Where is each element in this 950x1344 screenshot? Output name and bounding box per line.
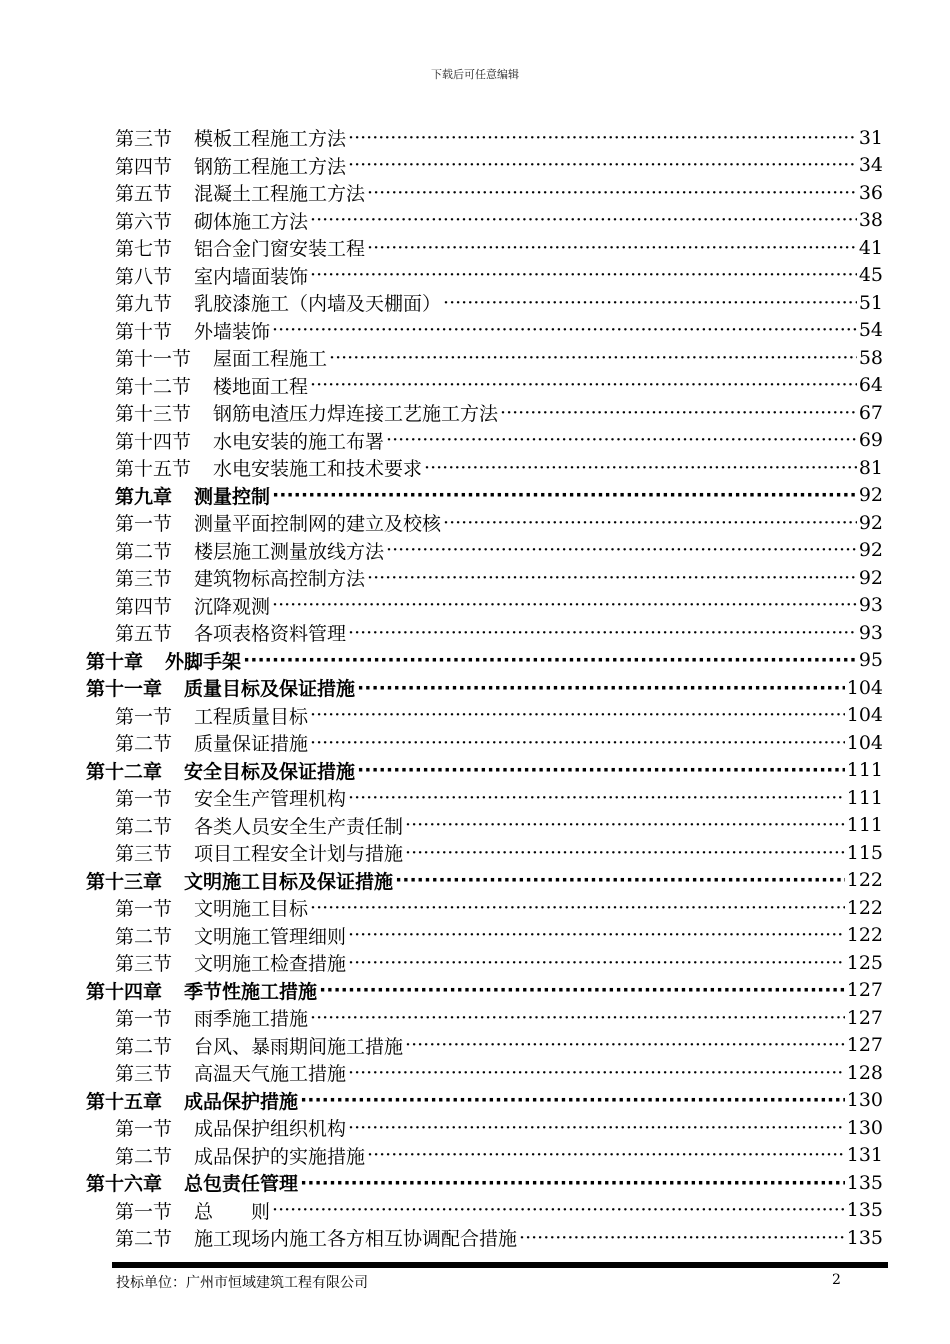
toc-section-entry[interactable] <box>115 1224 883 1251</box>
toc-chapter-entry[interactable] <box>86 674 883 701</box>
toc-entry-page: 93 <box>858 594 883 616</box>
toc-chapter-entry[interactable] <box>86 647 883 674</box>
toc-section-entry[interactable] <box>115 812 883 839</box>
toc-leader-dots <box>300 1089 845 1111</box>
toc-entry-page: 135 <box>846 1226 883 1249</box>
toc-leader-dots <box>367 1144 845 1166</box>
toc-entry-page: 122 <box>846 924 883 946</box>
toc-leader-dots <box>367 567 857 589</box>
toc-leader-dots <box>367 237 857 259</box>
toc-entry-number: 第八节 <box>115 265 173 288</box>
toc-leader-dots <box>329 347 857 369</box>
toc-entry-title: 水电安装的施工布署 <box>213 430 385 453</box>
toc-entry-title: 沉降观测 <box>194 595 271 618</box>
toc-entry-title: 项目工程安全计划与措施 <box>194 843 404 865</box>
toc-section-entry[interactable] <box>115 1032 883 1059</box>
toc-entry-title: 成品保护的实施措施 <box>194 1145 366 1168</box>
toc-section-entry[interactable] <box>115 1004 883 1031</box>
toc-entry-page: 38 <box>858 209 883 231</box>
toc-entry-number: 第六节 <box>115 210 173 233</box>
toc-entry-page: 122 <box>846 896 883 919</box>
toc-entry-title: 总包责任管理 <box>184 1173 299 1195</box>
toc-entry-title: 楼层施工测量放线方法 <box>194 540 385 563</box>
toc-entry-page: 111 <box>846 759 883 781</box>
toc-section-entry[interactable] <box>115 509 883 536</box>
toc-entry-title: 总 则 <box>194 1200 271 1223</box>
toc-leader-dots <box>272 319 857 341</box>
toc-entry-page: 95 <box>858 649 883 671</box>
toc-entry-title: 钢筋电渣压力焊连接工艺施工方法 <box>213 403 499 425</box>
toc-entry-title: 雨季施工措施 <box>194 1008 309 1030</box>
toc-leader-dots <box>310 704 845 726</box>
toc-chapter-entry[interactable] <box>86 977 883 1004</box>
toc-entry-title: 屋面工程施工 <box>213 348 328 370</box>
toc-section-entry[interactable] <box>115 729 883 756</box>
toc-chapter-entry[interactable] <box>86 1087 883 1114</box>
toc-entry-title: 楼地面工程 <box>213 375 309 398</box>
toc-section-entry[interactable] <box>115 922 883 949</box>
toc-leader-dots <box>272 594 857 616</box>
toc-section-entry[interactable] <box>115 207 883 234</box>
toc-leader-dots <box>500 402 857 424</box>
toc-leader-dots <box>310 732 845 754</box>
toc-entry-number: 第三节 <box>115 953 173 975</box>
toc-entry-page: 111 <box>846 814 883 836</box>
toc-entry-title: 外墙装饰 <box>194 320 271 343</box>
toc-entry-page: 54 <box>858 319 883 341</box>
toc-entry-page: 115 <box>846 841 883 864</box>
toc-entry-page: 127 <box>846 1034 883 1056</box>
toc-section-entry[interactable] <box>115 372 883 399</box>
toc-section-entry[interactable] <box>115 839 883 866</box>
toc-section-entry[interactable] <box>115 1142 883 1169</box>
toc-entry-number: 第三节 <box>115 1063 173 1085</box>
toc-section-entry[interactable] <box>115 152 883 179</box>
toc-entry-title: 铝合金门窗安装工程 <box>194 238 366 260</box>
toc-entry-page: 34 <box>858 154 883 176</box>
toc-entry-page: 130 <box>846 1116 883 1139</box>
toc-leader-dots <box>319 979 845 1001</box>
toc-entry-number: 第一节 <box>115 1008 173 1030</box>
toc-leader-dots <box>310 264 857 286</box>
toc-entry-page: 104 <box>846 731 883 754</box>
toc-entry-title: 各类人员安全生产责任制 <box>194 815 404 838</box>
toc-entry-page: 135 <box>846 1199 883 1221</box>
toc-entry-number: 第十一章 <box>86 678 163 700</box>
toc-entry-number: 第十五章 <box>86 1090 163 1113</box>
toc-entry-number: 第四节 <box>115 595 173 618</box>
toc-leader-dots <box>386 539 857 561</box>
toc-entry-number: 第九节 <box>115 293 173 315</box>
toc-section-entry[interactable] <box>115 344 883 371</box>
toc-entry-page: 31 <box>858 126 883 149</box>
toc-entry-page: 41 <box>858 236 883 259</box>
toc-entry-number: 第三节 <box>115 128 173 150</box>
toc-entry-page: 127 <box>846 979 883 1001</box>
toc-entry-page: 51 <box>858 291 883 314</box>
toc-entry-title: 室内墙面装饰 <box>194 265 309 288</box>
toc-entry-title: 乳胶漆施工（内墙及天棚面） <box>194 293 442 315</box>
toc-entry-page: 58 <box>858 346 883 369</box>
toc-entry-number: 第二节 <box>115 925 173 948</box>
footer-divider <box>112 1262 888 1268</box>
toc-entry-number: 第二节 <box>115 815 173 838</box>
toc-entry-number: 第七节 <box>115 238 173 260</box>
toc-leader-dots <box>519 1227 845 1249</box>
toc-entry-number: 第一节 <box>115 1200 173 1223</box>
toc-entry-page: 131 <box>846 1144 883 1166</box>
toc-leader-dots <box>348 622 857 644</box>
toc-leader-dots <box>443 292 857 314</box>
toc-entry-number: 第三节 <box>115 568 173 590</box>
toc-leader-dots <box>272 1199 845 1221</box>
toc-entry-page: 111 <box>846 786 883 809</box>
toc-leader-dots <box>348 924 845 946</box>
toc-leader-dots <box>310 897 845 919</box>
toc-entry-number: 第一节 <box>115 1118 173 1140</box>
toc-section-entry[interactable] <box>115 702 883 729</box>
toc-entry-title: 高温天气施工措施 <box>194 1063 347 1085</box>
toc-entry-title: 安全生产管理机构 <box>194 788 347 810</box>
toc-entry-page: 135 <box>846 1171 883 1194</box>
toc-leader-dots <box>310 1007 845 1029</box>
toc-section-entry[interactable] <box>115 564 883 591</box>
toc-entry-title: 成品保护措施 <box>184 1090 299 1113</box>
toc-entry-title: 安全目标及保证措施 <box>184 760 356 783</box>
toc-entry-number: 第十三章 <box>86 870 163 893</box>
toc-entry-title: 模板工程施工方法 <box>194 128 347 150</box>
toc-leader-dots <box>348 127 857 149</box>
toc-entry-number: 第一节 <box>115 898 173 920</box>
toc-entry-page: 130 <box>846 1089 883 1111</box>
toc-leader-dots <box>357 759 845 781</box>
toc-entry-title: 混凝土工程施工方法 <box>194 183 366 205</box>
toc-section-entry[interactable] <box>115 1059 883 1086</box>
toc-entry-title: 测量平面控制网的建立及校核 <box>194 513 442 535</box>
toc-leader-dots <box>272 484 857 506</box>
toc-leader-dots <box>310 374 857 396</box>
toc-entry-title: 质量保证措施 <box>194 733 309 755</box>
toc-section-entry[interactable] <box>115 399 883 426</box>
toc-entry-page: 104 <box>846 676 883 699</box>
toc-entry-number: 第十六章 <box>86 1173 163 1195</box>
toc-chapter-entry[interactable] <box>86 1169 883 1196</box>
toc-section-entry[interactable] <box>115 1114 883 1141</box>
toc-entry-page: 93 <box>858 621 883 644</box>
toc-leader-dots <box>367 182 857 204</box>
toc-entry-title: 季节性施工措施 <box>184 980 318 1003</box>
toc-leader-dots <box>348 952 845 974</box>
toc-section-entry[interactable] <box>115 949 883 976</box>
toc-section-entry[interactable] <box>115 124 883 151</box>
toc-section-entry[interactable] <box>115 179 883 206</box>
toc-section-entry[interactable] <box>115 894 883 921</box>
toc-section-entry[interactable] <box>115 262 883 289</box>
toc-entry-page: 92 <box>858 539 883 561</box>
toc-entry-number: 第二节 <box>115 1145 173 1168</box>
toc-entry-page: 67 <box>858 401 883 424</box>
toc-entry-number: 第十三节 <box>115 403 192 425</box>
toc-entry-title: 建筑物标高控制方法 <box>194 568 366 590</box>
toc-section-entry[interactable] <box>115 454 883 481</box>
toc-leader-dots <box>357 677 845 699</box>
toc-chapter-entry[interactable] <box>86 757 883 784</box>
toc-entry-number: 第二节 <box>115 1228 173 1250</box>
toc-entry-number: 第十二章 <box>86 760 163 783</box>
toc-chapter-entry[interactable] <box>115 482 883 509</box>
toc-entry-title: 质量目标及保证措施 <box>184 678 356 700</box>
toc-leader-dots <box>310 209 857 231</box>
toc-section-entry[interactable] <box>115 289 883 316</box>
toc-entry-page: 69 <box>858 429 883 451</box>
toc-entry-number: 第一节 <box>115 788 173 810</box>
toc-leader-dots <box>443 512 857 534</box>
toc-entry-number: 第五节 <box>115 623 173 645</box>
toc-leader-dots <box>348 154 857 176</box>
toc-entry-title: 施工现场内施工各方相互协调配合措施 <box>194 1228 518 1250</box>
toc-entry-number: 第十四节 <box>115 430 192 453</box>
header-note: 下载后可任意编辑 <box>431 68 519 81</box>
toc-entry-title: 文明施工目标及保证措施 <box>184 870 394 893</box>
toc-entry-page: 64 <box>858 374 883 396</box>
toc-entry-number: 第三节 <box>115 843 173 865</box>
toc-entry-page: 81 <box>858 456 883 479</box>
toc-entry-number: 第二节 <box>115 540 173 563</box>
toc-entry-page: 104 <box>846 704 883 726</box>
toc-section-entry[interactable] <box>115 619 883 646</box>
toc-entry-title: 外脚手架 <box>165 650 242 673</box>
toc-entry-page: 128 <box>846 1061 883 1084</box>
toc-entry-page: 92 <box>858 566 883 589</box>
toc-entry-number: 第一节 <box>115 705 173 728</box>
toc-entry-title: 文明施工检查措施 <box>194 953 347 975</box>
toc-leader-dots <box>348 1117 845 1139</box>
toc-entry-page: 92 <box>858 484 883 506</box>
toc-entry-page: 127 <box>846 1006 883 1029</box>
toc-section-entry[interactable] <box>115 317 883 344</box>
toc-leader-dots <box>243 649 857 671</box>
toc-leader-dots <box>395 869 845 891</box>
toc-entry-title: 钢筋工程施工方法 <box>194 155 347 178</box>
toc-entry-title: 工程质量目标 <box>194 705 309 728</box>
toc-entry-page: 92 <box>858 511 883 534</box>
toc-entry-number: 第十四章 <box>86 980 163 1003</box>
toc-leader-dots <box>300 1172 845 1194</box>
toc-leader-dots <box>348 787 845 809</box>
toc-section-entry[interactable] <box>115 234 883 261</box>
toc-section-entry[interactable] <box>115 537 883 564</box>
toc-entry-number: 第十章 <box>86 650 144 673</box>
toc-section-entry[interactable] <box>115 592 883 619</box>
toc-section-entry[interactable] <box>115 427 883 454</box>
toc-leader-dots <box>405 814 845 836</box>
toc-chapter-entry[interactable] <box>86 867 883 894</box>
toc-leader-dots <box>405 1034 845 1056</box>
toc-leader-dots <box>405 842 845 864</box>
toc-entry-title: 各项表格资料管理 <box>194 623 347 645</box>
toc-entry-title: 测量控制 <box>194 485 271 508</box>
toc-entry-title: 成品保护组织机构 <box>194 1118 347 1140</box>
toc-entry-page: 125 <box>846 951 883 974</box>
toc-entry-title: 水电安装施工和技术要求 <box>213 458 423 480</box>
toc-entry-page: 36 <box>858 181 883 204</box>
toc-entry-number: 第二节 <box>115 733 173 755</box>
toc-entry-title: 文明施工目标 <box>194 898 309 920</box>
toc-entry-number: 第一节 <box>115 513 173 535</box>
toc-entry-title: 台风、暴雨期间施工措施 <box>194 1035 404 1058</box>
toc-entry-title: 文明施工管理细则 <box>194 925 347 948</box>
toc-entry-number: 第四节 <box>115 155 173 178</box>
toc-entry-number: 第九章 <box>115 485 173 508</box>
toc-section-entry[interactable] <box>115 784 883 811</box>
toc-leader-dots <box>424 457 857 479</box>
toc-leader-dots <box>348 1062 845 1084</box>
toc-entry-number: 第十五节 <box>115 458 192 480</box>
toc-entry-number: 第十二节 <box>115 375 192 398</box>
toc-entry-page: 45 <box>858 264 883 286</box>
footer-page-number: 2 <box>832 1272 841 1288</box>
toc-entry-page: 122 <box>846 869 883 891</box>
toc-entry-number: 第二节 <box>115 1035 173 1058</box>
toc-entry-title: 砌体施工方法 <box>194 210 309 233</box>
toc-section-entry[interactable] <box>115 1197 883 1224</box>
footer-company: 投标单位：广州市恒域建筑工程有限公司 <box>116 1275 368 1291</box>
toc-entry-number: 第五节 <box>115 183 173 205</box>
toc-entry-number: 第十节 <box>115 320 173 343</box>
toc-leader-dots <box>386 429 857 451</box>
toc-entry-number: 第十一节 <box>115 348 192 370</box>
